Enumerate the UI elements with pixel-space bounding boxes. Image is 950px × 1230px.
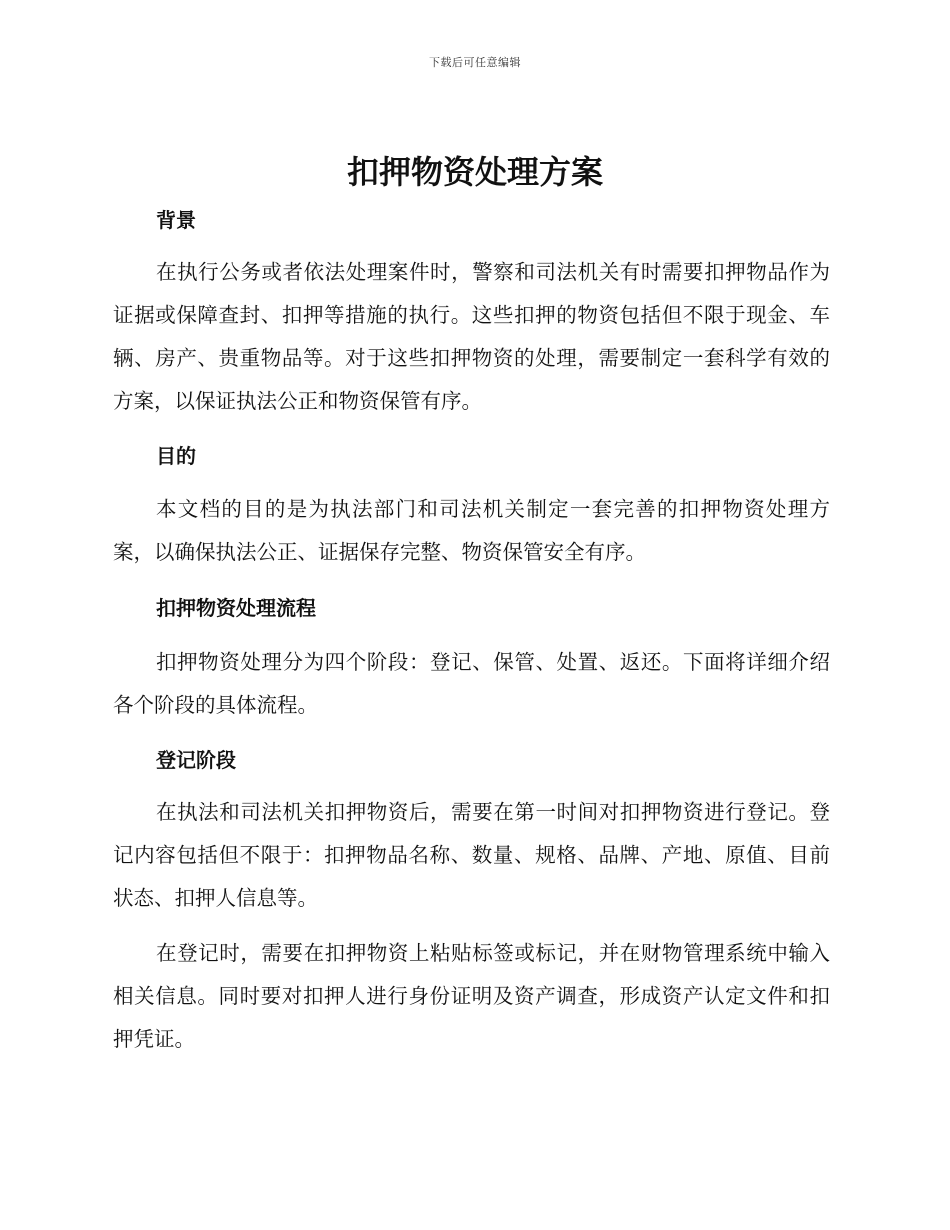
paragraph-process: 扣押物资处理分为四个阶段：登记、保管、处置、返还。下面将详细介绍各个阶段的具体流程。	[113, 650, 830, 717]
paragraph-background: 在执行公务或者依法处理案件时，警察和司法机关有时需要扣押物品作为证据或保障查封、扣押等措施的执行。这些扣押的物资包括但不限于现金、车辆、房产、贵重物品等。对于这些扣押物资的处理，需要制定一套科学有效的方案，以保证执法公正和物资保管有序。	[113, 260, 830, 413]
section-heading-background: 背景	[156, 208, 196, 232]
paragraph-registration-2: 在登记时，需要在扣押物资上粘贴标签或标记，并在财物管理系统中输入相关信息。同时要对扣押人进行身份证明及资产调查，形成资产认定文件和扣押凭证。	[113, 941, 830, 1051]
paragraph-purpose: 本文档的目的是为执法部门和司法机关制定一套完善的扣押物资处理方案，以确保执法公正、证据保存完整、物资保管安全有序。	[113, 497, 830, 564]
section-heading-process: 扣押物资处理流程	[156, 596, 316, 620]
section-heading-registration: 登记阶段	[156, 748, 236, 772]
document-title: 扣押物资处理方案	[346, 153, 603, 191]
paragraph-registration-1: 在执法和司法机关扣押物资后，需要在第一时间对扣押物资进行登记。登记内容包括但不限于：扣押物品名称、数量、规格、品牌、产地、原值、目前状态、扣押人信息等。	[113, 800, 830, 910]
section-heading-purpose: 目的	[156, 444, 196, 468]
header-note: 下载后可任意编辑	[429, 56, 521, 69]
